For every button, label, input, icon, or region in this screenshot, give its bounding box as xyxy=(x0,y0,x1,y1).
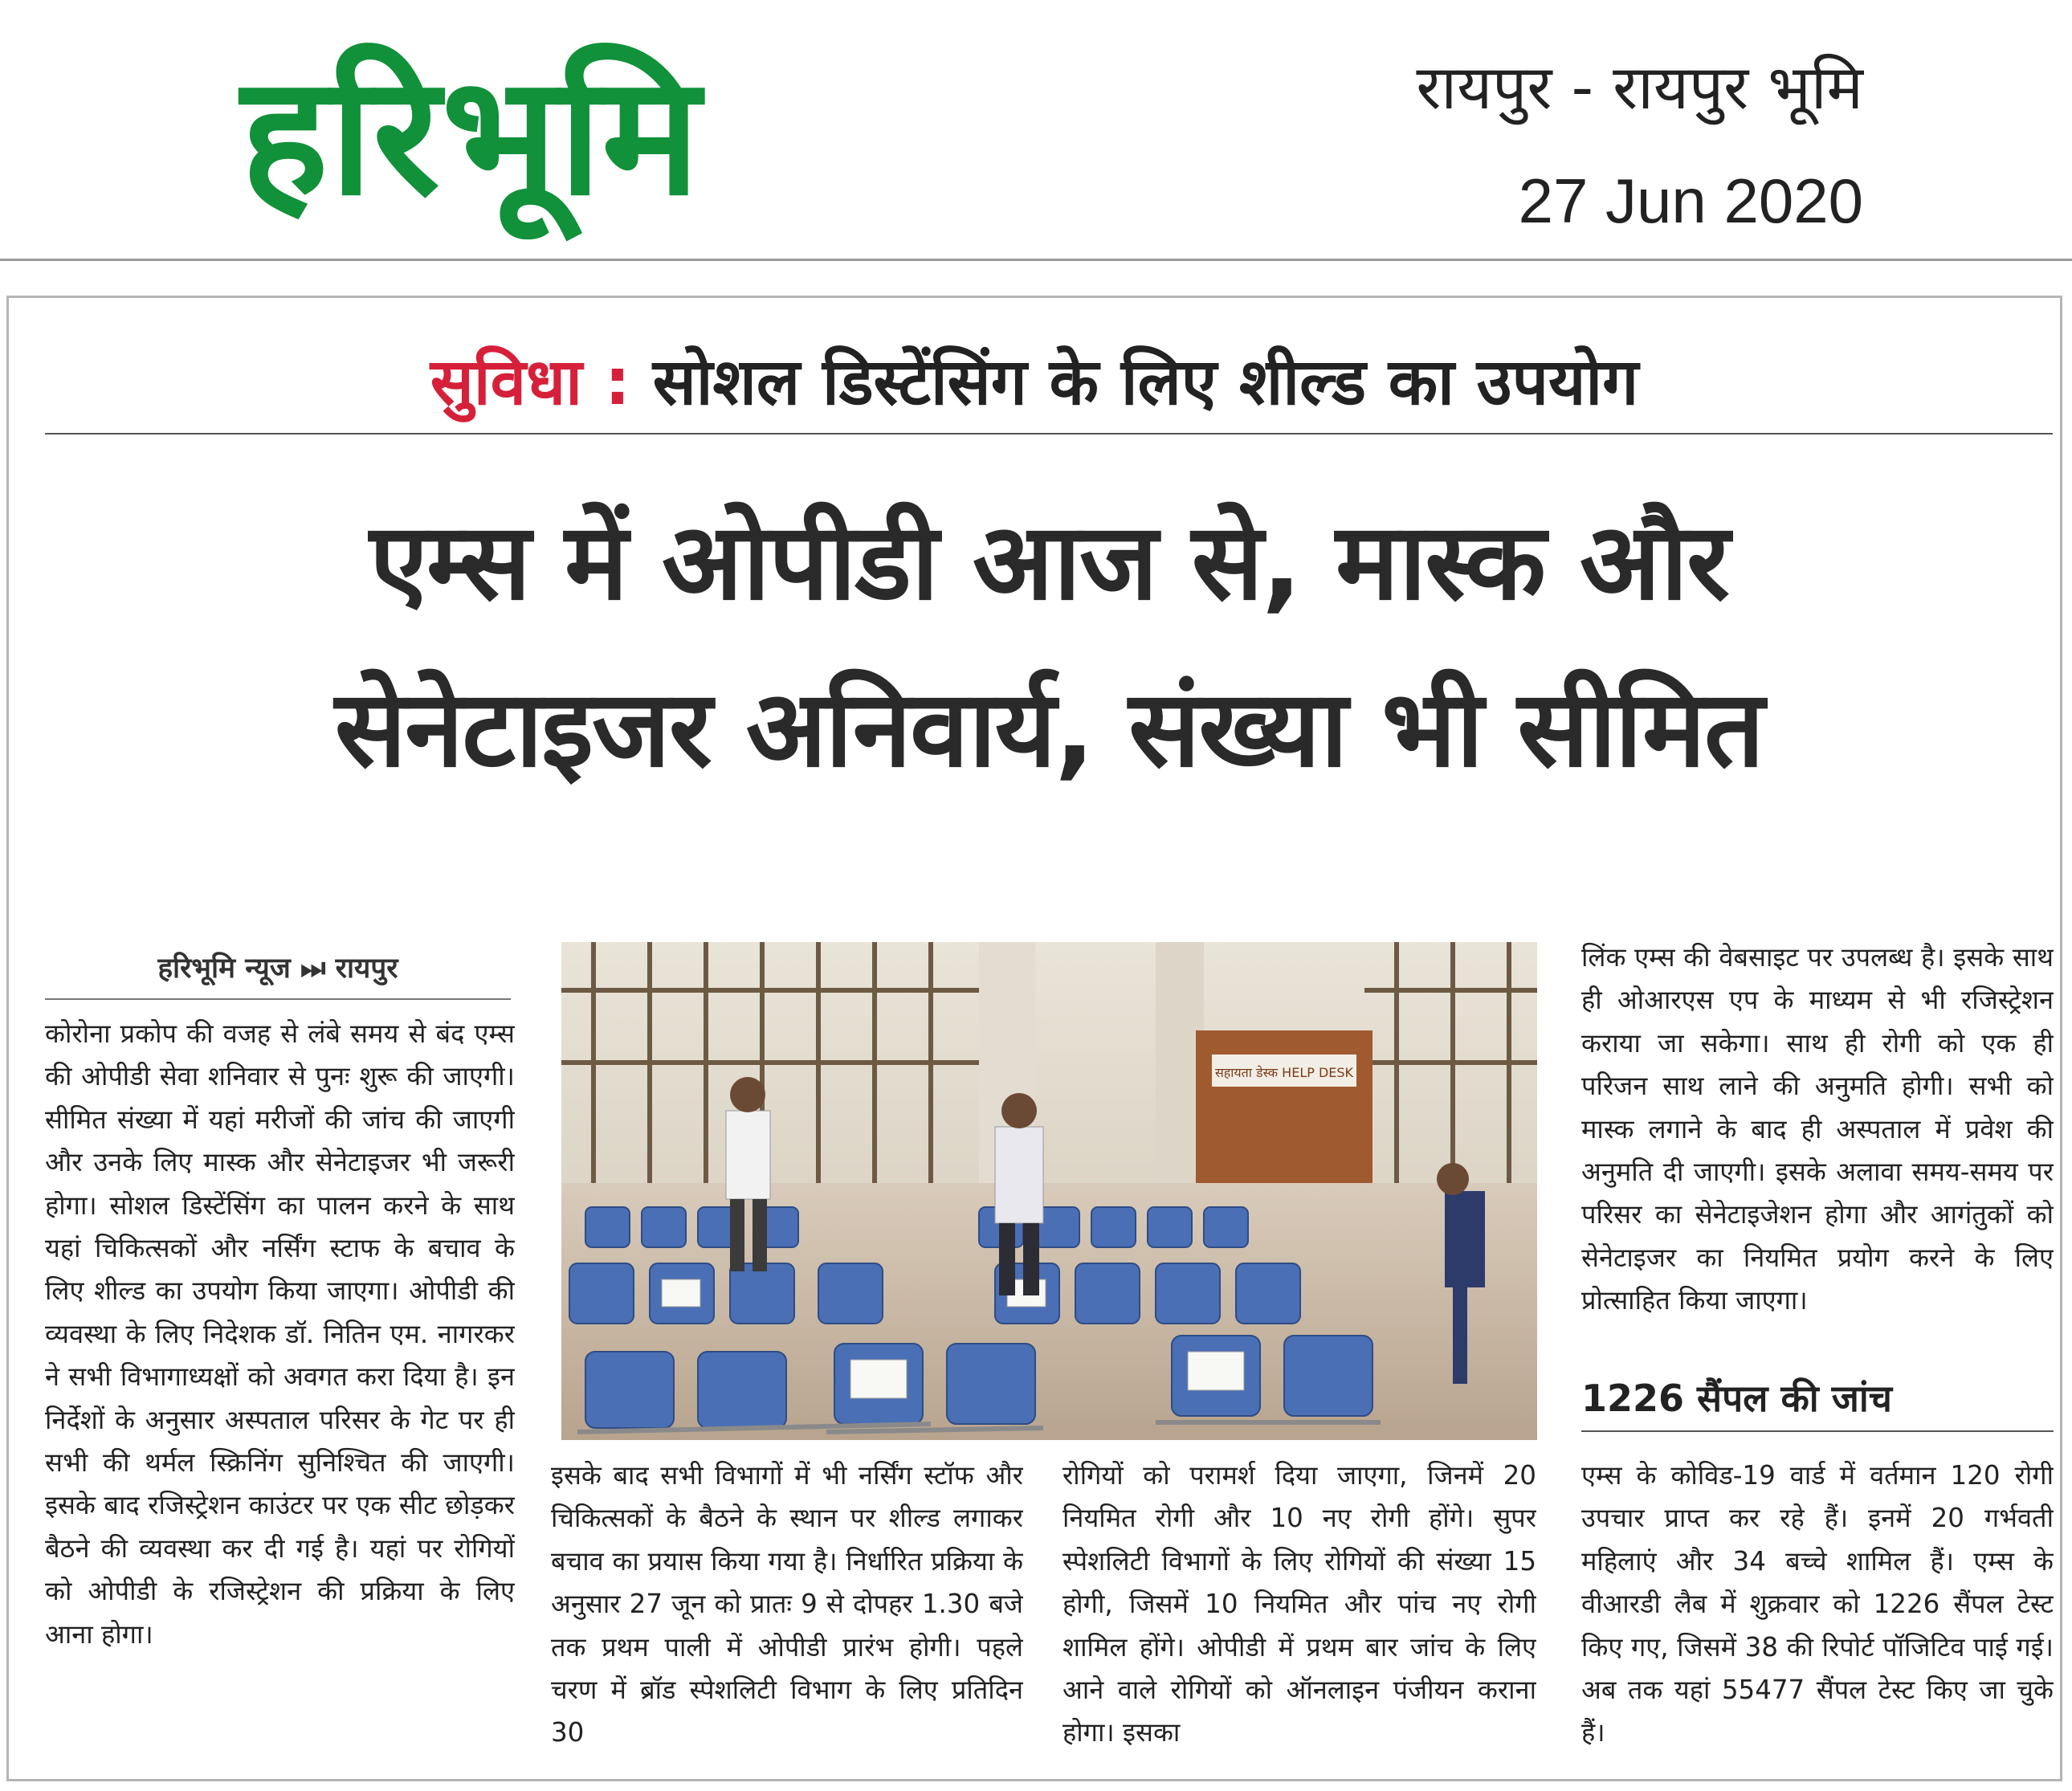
headline-line-1: एम्स में ओपीडी आज से, मास्क और xyxy=(369,500,1728,624)
byline-divider xyxy=(45,998,511,1000)
masthead xyxy=(0,0,2072,259)
column-4-top-text: लिंक एम्स की वेबसाइट पर उपलब्ध है। इसके साथ ही ओआरएस एप के माध्यम से भी रजिस्ट्रेशन कराया जा सकेगा। साथ ही रोगी को एक ही परिजन साथ लाने की अनुमति होगी। सभी को मास्क लगाने के बाद ही अस्पताल में प्रवेश की अनुमति दी जाएगी। इसके अलावा समय-समय पर परिसर का सेनेटाइजेशन होगा और आगंतुकों को सेनेटाइजर का नियमित प्रयोग करने के लिए प्रोत्साहित किया जाएगा। xyxy=(1581,942,2054,1316)
help-desk-sign: सहायता डेस्क HELP DESK xyxy=(1214,1065,1354,1080)
headline xyxy=(45,479,2053,813)
article-column-1 xyxy=(45,1013,515,1768)
kicker-divider xyxy=(45,433,2053,434)
article-clipping xyxy=(6,296,2062,1781)
headline-line-2: सेनेटाइजर अनिवार्य, संख्या भी सीमित xyxy=(334,667,1764,791)
article-column-3 xyxy=(1063,1454,1536,1768)
kicker-text: सोशल डिस्टेंसिंग के लिए शील्ड का उपयोग xyxy=(652,345,1639,419)
subheading: 1226 सैंपल की जांच xyxy=(1581,1377,1892,1420)
news-photo-opd-waiting-area xyxy=(561,942,1537,1440)
column-4-bottom-text: एम्स के कोविड-19 वार्ड में वर्तमान 120 रोगी उपचार प्राप्त कर रहे हैं। इनमें 20 गर्भवती महिलाएं और 34 बच्चे शामिल हैं। एम्स के वीआरडी लैब में शुक्रवार को 1226 सैंपल टेस्ट किए गए, जिसमें 38 की रिपोर्ट पॉजिटिव पाई गई। अब तक यहां 55477 सैंपल टेस्ट किए जा चुके हैं। xyxy=(1581,1460,2054,1748)
byline: हरिभूमि न्यूज ⏭ रायपुर xyxy=(157,953,398,985)
article-column-4-top xyxy=(1581,936,2054,1362)
article-column-4-bottom xyxy=(1581,1454,2054,1768)
photo-illustration xyxy=(561,942,1537,1440)
edition-name: रायपुर - रायपुर भूमि xyxy=(1416,51,1863,123)
article-column-2 xyxy=(551,1454,1023,1768)
subheading-divider xyxy=(1581,1430,2054,1432)
publication-date: 27 Jun 2020 xyxy=(1518,165,1863,236)
kicker xyxy=(9,342,2060,422)
column-1-text: कोरोना प्रकोप की वजह से लंबे समय से बंद एम्स की ओपीडी सेवा शनिवार से पुनः शुरू की जाएगी। सीमित संख्या में यहां मरीजों की जांच की जाएगी और उनके लिए मास्क और सेनेटाइजर भी जरूरी होगा। सोशल डिस्टेंसिंग का पालन करने के साथ यहां चिकित्सकों और नर्सिंग स्टाफ के बचाव के लिए शील्ड का उपयोग किया जाएगा। ओपीडी की व्यवस्था के लिए निदेशक डॉ. नितिन एम. नागरकर ने सभी विभागाध्यक्षों को अवगत करा दिया है। इन निर्देशों के अनुसार अस्पताल परिसर के गेट पर ही सभी की थर्मल स्क्रिनिंग सुनिश्चित की जाएगी। इसके बाद रजिस्ट्रेशन काउंटर पर एक सीट छोड़कर बैठने की व्यवस्था कर दी गई है। यहां पर रोगियों को ओपीडी के रजिस्ट्रेशन की प्रक्रिया के लिए आना होगा। xyxy=(45,1018,515,1650)
column-2-text: इसके बाद सभी विभागों में भी नर्सिंग स्टॉफ और चिकित्सकों के बैठने के स्थान पर शील्ड लगाकर बचाव का प्रयास किया गया है। निर्धारित प्रक्रिया के अनुसार 27 जून को प्रातः 9 से दोपहर 1.30 बजे तक प्रथम पाली में ओपीडी प्रारंभ होगी। पहले चरण में ब्रॉड स्पेशलिटी विभाग के लिए प्रतिदिन 30 xyxy=(551,1460,1023,1748)
masthead-divider xyxy=(0,259,2072,261)
kicker-label: सुविधा : xyxy=(430,345,630,419)
newspaper-logo: हरिभूमि xyxy=(241,41,702,232)
column-3-text: रोगियों को परामर्श दिया जाएगा, जिनमें 20 नियमित रोगी और 10 नए रोगी होंगे। सुपर स्पेशलिटी विभागों के लिए रोगियों की संख्या 15 होगी, जिसमें 10 नियमित और पांच नए रोगी शामिल होंगे। ओपीडी में प्रथम बार जांच के लिए आने वाले रोगियों को ऑनलाइन पंजीयन कराना होगा। इसका xyxy=(1063,1460,1536,1748)
